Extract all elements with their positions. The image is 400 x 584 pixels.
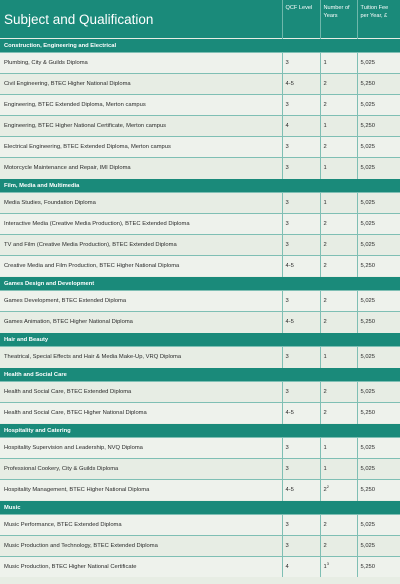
course-cell: Engineering, BTEC Extended Diploma, Merton campus	[0, 95, 282, 116]
table-row	[0, 459, 400, 480]
header-row	[0, 0, 400, 39]
qcf-level-cell: 3	[282, 536, 320, 557]
table-row	[0, 158, 400, 179]
years-cell: 2	[320, 256, 357, 277]
fee-cell: 5,025	[357, 291, 400, 312]
course-cell: TV and Film (Creative Media Production), BTEC Extended Diploma	[0, 235, 282, 256]
qcf-level-cell: 4-5	[282, 480, 320, 501]
table-row	[0, 193, 400, 214]
table-row	[0, 214, 400, 235]
years-cell: 2	[320, 403, 357, 424]
course-cell: Motorcycle Maintenance and Repair, IMI Diploma	[0, 158, 282, 179]
section-title: Hospitality and Catering	[0, 424, 400, 438]
section-header-row	[0, 368, 400, 382]
table-row	[0, 137, 400, 158]
footnote-marker: 3	[326, 561, 329, 567]
course-cell: Electrical Engineering, BTEC Extended Diploma, Merton campus	[0, 137, 282, 158]
fee-cell: 5,025	[357, 137, 400, 158]
years-value: 1	[323, 564, 327, 570]
qcf-level-cell: 3	[282, 291, 320, 312]
table-row	[0, 256, 400, 277]
years-cell: 1	[320, 459, 357, 480]
qcf-level-cell: 3	[282, 53, 320, 74]
fee-cell: 5,025	[357, 214, 400, 235]
qcf-level-cell: 3	[282, 438, 320, 459]
course-cell: Music Performance, BTEC Extended Diploma	[0, 515, 282, 536]
qcf-level-cell: 3	[282, 235, 320, 256]
course-cell: Interactive Media (Creative Media Production), BTEC Extended Diploma	[0, 214, 282, 235]
section-header-row	[0, 424, 400, 438]
course-cell: Hospitality Supervision and Leadership, NVQ Diploma	[0, 438, 282, 459]
course-cell: Games Animation, BTEC Higher National Diploma	[0, 312, 282, 333]
course-cell: Professional Cookery, City & Guilds Diploma	[0, 459, 282, 480]
course-cell: Creative Media and Film Production, BTEC Higher National Diploma	[0, 256, 282, 277]
header-subject: Subject and Qualification	[0, 0, 282, 39]
qcf-level-cell: 3	[282, 347, 320, 368]
fee-cell: 5,025	[357, 515, 400, 536]
table-row	[0, 403, 400, 424]
table-row	[0, 347, 400, 368]
section-title: Games Design and Development	[0, 277, 400, 291]
qcf-level-cell: 4-5	[282, 312, 320, 333]
years-cell: 2	[320, 382, 357, 403]
years-value: 2	[323, 487, 327, 493]
qcf-level-cell: 4-5	[282, 74, 320, 95]
fee-cell: 5,025	[357, 438, 400, 459]
qcf-level-cell: 3	[282, 459, 320, 480]
table-row	[0, 74, 400, 95]
fee-cell: 5,250	[357, 403, 400, 424]
section-title: Health and Social Care	[0, 368, 400, 382]
course-cell: Plumbing, City & Guilds Diploma	[0, 53, 282, 74]
fee-cell: 5,025	[357, 347, 400, 368]
fee-cell: 5,025	[357, 95, 400, 116]
qcf-level-cell: 3	[282, 137, 320, 158]
section-title: Construction, Engineering and Electrical	[0, 39, 400, 53]
qcf-level-cell: 3	[282, 515, 320, 536]
years-cell: 1	[320, 438, 357, 459]
footnote-marker: 2	[326, 484, 329, 490]
fee-cell: 5,025	[357, 459, 400, 480]
fee-cell: 5,250	[357, 74, 400, 95]
fee-cell: 5,025	[357, 193, 400, 214]
table-row	[0, 312, 400, 333]
course-cell: Health and Social Care, BTEC Higher National Diploma	[0, 403, 282, 424]
header-tuition-fee: Tuition Fee per Year, £	[357, 0, 400, 39]
table-row	[0, 235, 400, 256]
years-cell: 2	[320, 536, 357, 557]
course-cell: Games Development, BTEC Extended Diploma	[0, 291, 282, 312]
section-header-row	[0, 333, 400, 347]
course-cell: Music Production and Technology, BTEC Extended Diploma	[0, 536, 282, 557]
years-cell	[320, 557, 357, 578]
table-row	[0, 53, 400, 74]
years-cell: 1	[320, 193, 357, 214]
table-body	[0, 39, 400, 578]
years-cell: 1	[320, 347, 357, 368]
years-cell: 1	[320, 116, 357, 137]
section-header-row	[0, 277, 400, 291]
header-number-of-years: Number of Years	[320, 0, 357, 39]
section-header-row	[0, 179, 400, 193]
table-row	[0, 438, 400, 459]
qcf-level-cell: 4	[282, 557, 320, 578]
fee-cell: 5,025	[357, 382, 400, 403]
qcf-level-cell: 3	[282, 193, 320, 214]
years-cell: 2	[320, 235, 357, 256]
qcf-level-cell: 3	[282, 214, 320, 235]
section-header-row	[0, 501, 400, 515]
table-row	[0, 95, 400, 116]
fee-cell: 5,250	[357, 480, 400, 501]
table-row	[0, 116, 400, 137]
course-cell: Music Production, BTEC Higher National Certificate	[0, 557, 282, 578]
course-cell: Health and Social Care, BTEC Extended Diploma	[0, 382, 282, 403]
qcf-level-cell: 3	[282, 382, 320, 403]
fee-cell: 5,025	[357, 158, 400, 179]
fee-cell: 5,025	[357, 536, 400, 557]
course-cell: Civil Engineering, BTEC Higher National Diploma	[0, 74, 282, 95]
years-cell: 2	[320, 74, 357, 95]
qcf-level-cell: 4-5	[282, 256, 320, 277]
table-row	[0, 557, 400, 578]
qcf-level-cell: 4-5	[282, 403, 320, 424]
fee-cell: 5,250	[357, 256, 400, 277]
fee-cell: 5,250	[357, 312, 400, 333]
fee-cell: 5,025	[357, 235, 400, 256]
section-title: Film, Media and Multimedia	[0, 179, 400, 193]
header-qcf-level: QCF Level	[282, 0, 320, 39]
section-title: Music	[0, 501, 400, 515]
years-cell: 1	[320, 158, 357, 179]
qcf-level-cell: 3	[282, 158, 320, 179]
fee-cell: 5,025	[357, 53, 400, 74]
table-row	[0, 291, 400, 312]
section-title: Hair and Beauty	[0, 333, 400, 347]
qcf-level-cell: 4	[282, 116, 320, 137]
years-cell: 2	[320, 515, 357, 536]
fee-cell: 5,250	[357, 557, 400, 578]
course-cell: Engineering, BTEC Higher National Certificate, Merton campus	[0, 116, 282, 137]
years-cell: 2	[320, 95, 357, 116]
fee-cell: 5,250	[357, 116, 400, 137]
years-cell: 2	[320, 137, 357, 158]
years-cell: 2	[320, 312, 357, 333]
course-cell: Hospitality Management, BTEC Higher National Diploma	[0, 480, 282, 501]
years-cell	[320, 480, 357, 501]
years-cell: 2	[320, 214, 357, 235]
section-header-row	[0, 39, 400, 53]
table-row	[0, 382, 400, 403]
course-cell: Media Studies, Foundation Diploma	[0, 193, 282, 214]
qcf-level-cell: 3	[282, 95, 320, 116]
table-row	[0, 480, 400, 501]
years-cell: 2	[320, 291, 357, 312]
course-cell: Theatrical, Special Effects and Hair & Media Make-Up, VRQ Diploma	[0, 347, 282, 368]
years-cell: 1	[320, 53, 357, 74]
table-row	[0, 515, 400, 536]
table-row	[0, 536, 400, 557]
